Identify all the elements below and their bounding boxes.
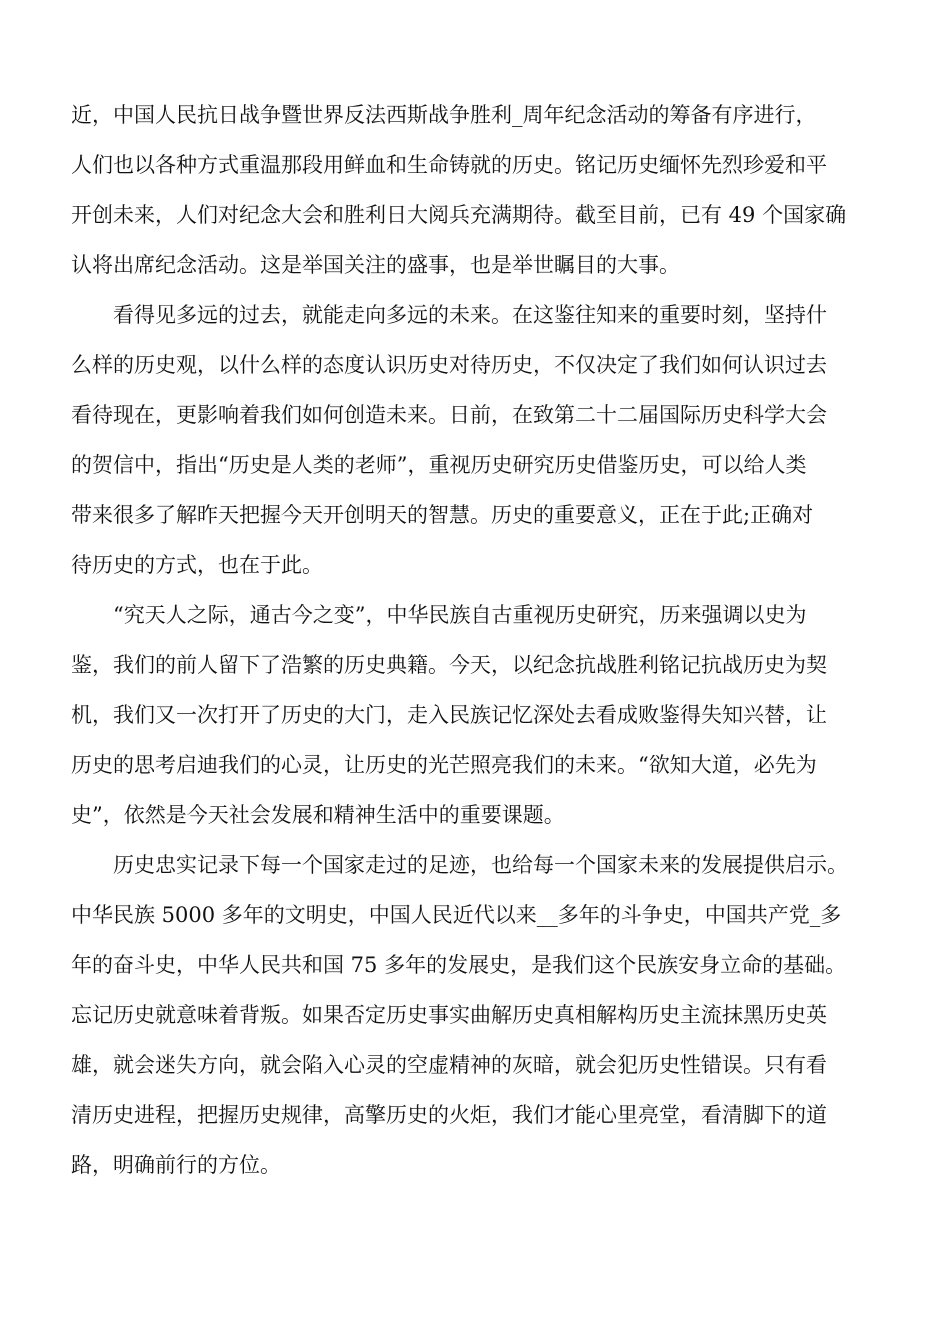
paragraph-line: 路，明确前行的方位。 bbox=[71, 1153, 281, 1177]
paragraph-line: 看得见多远的过去，就能走向多远的未来。在这鉴往知来的重要时刻，坚持什 bbox=[113, 303, 827, 327]
paragraph-line: 忘记历史就意味着背叛。如果否定历史事实曲解历史真相解构历史主流抹黑历史英 bbox=[71, 1003, 827, 1027]
paragraph-line: “究天人之际，通古今之变”，中华民族自古重视历史研究，历来强调以史为 bbox=[113, 603, 807, 627]
paragraph-line: 机，我们又一次打开了历史的大门，走入民族记忆深处去看成败鉴得失知兴替，让 bbox=[71, 703, 827, 727]
paragraph-line: 近，中国人民抗日战争暨世界反法西斯战争胜利_周年纪念活动的筹备有序进行， bbox=[71, 103, 817, 127]
paragraph-line: 开创未来，人们对纪念大会和胜利日大阅兵充满期待。截至目前，已有 49 个国家确 bbox=[71, 203, 847, 227]
paragraph-line: 历史忠实记录下每一个国家走过的足迹，也给每一个国家未来的发展提供启示。 bbox=[113, 853, 848, 877]
paragraph-3 bbox=[71, 590, 891, 840]
paragraph-line: 么样的历史观，以什么样的态度认识历史对待历史，不仅决定了我们如何认识过去 bbox=[71, 353, 827, 377]
paragraph-line: 待历史的方式，也在于此。 bbox=[71, 553, 323, 577]
paragraph-line: 认将出席纪念活动。这是举国关注的盛事，也是举世瞩目的大事。 bbox=[71, 253, 680, 277]
paragraph-line: 史”，依然是今天社会发展和精神生活中的重要课题。 bbox=[71, 803, 565, 827]
paragraph-line: 鉴，我们的前人留下了浩繁的历史典籍。今天，以纪念抗战胜利铭记抗战历史为契 bbox=[71, 653, 827, 677]
paragraph-4 bbox=[71, 840, 891, 1190]
paragraph-line: 带来很多了解昨天把握今天开创明天的智慧。历史的重要意义，正在于此;正确对 bbox=[71, 503, 814, 527]
paragraph-line: 的贺信中，指出“历史是人类的老师”，重视历史研究历史借鉴历史，可以给人类 bbox=[71, 453, 807, 477]
paragraph-line: 雄，就会迷失方向，就会陷入心灵的空虚精神的灰暗，就会犯历史性错误。只有看 bbox=[71, 1053, 827, 1077]
paragraph-line: 清历史进程，把握历史规律，高擎历史的火炬，我们才能心里亮堂，看清脚下的道 bbox=[71, 1103, 827, 1127]
paragraph-2 bbox=[71, 290, 891, 590]
paragraph-line: 中华民族 5000 多年的文明史，中国人民近代以来__多年的斗争史，中国共产党_多 bbox=[71, 903, 842, 927]
paragraph-line: 历史的思考启迪我们的心灵，让历史的光芒照亮我们的未来。“欲知大道，必先为 bbox=[71, 753, 817, 777]
paragraph-line: 年的奋斗史，中华人民共和国 75 多年的发展史，是我们这个民族安身立命的基础。 bbox=[71, 953, 847, 977]
paragraph-line: 看待现在，更影响着我们如何创造未来。日前，在致第二十二届国际历史科学大会 bbox=[71, 403, 827, 427]
paragraph-1 bbox=[71, 90, 891, 290]
document-body bbox=[71, 90, 891, 1190]
paragraph-line: 人们也以各种方式重温那段用鲜血和生命铸就的历史。铭记历史缅怀先烈珍爱和平 bbox=[71, 153, 827, 177]
